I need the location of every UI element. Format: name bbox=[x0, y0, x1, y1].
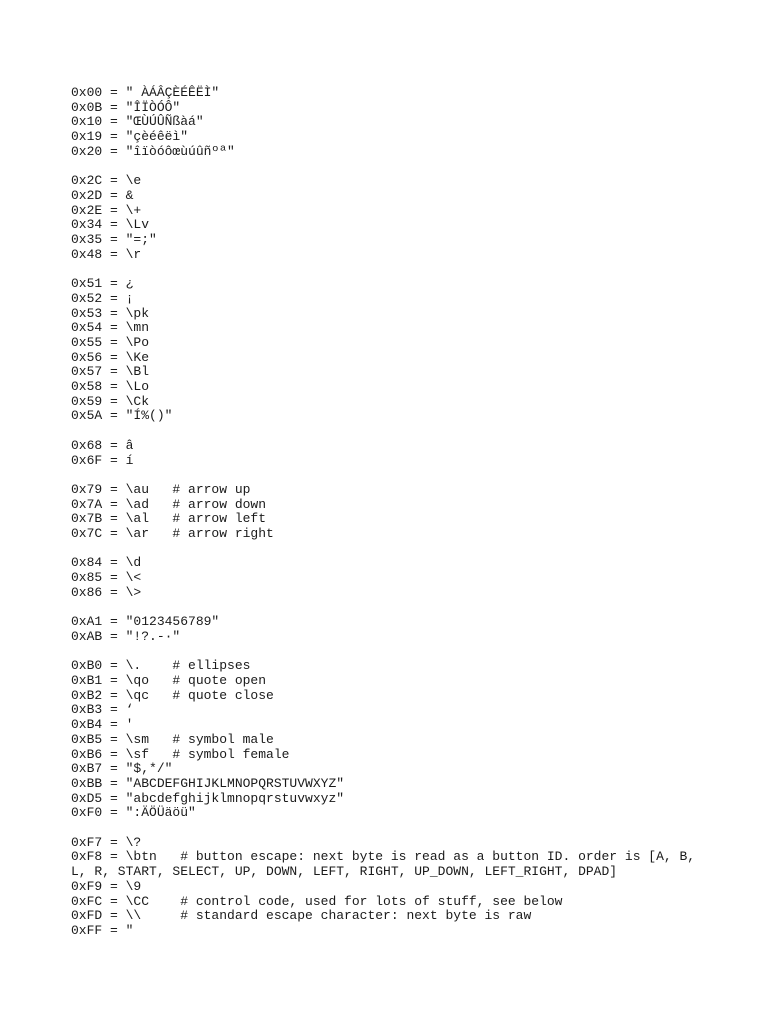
mapping-line: 0xB5 = \sm # symbol male bbox=[71, 731, 274, 747]
mapping-line: 0x0B = "ÎÏÒÓÔ" bbox=[71, 99, 181, 115]
mapping-line: 0x54 = \mn bbox=[71, 320, 150, 336]
mapping-line: 0x84 = \d bbox=[71, 555, 142, 571]
mapping-line: 0x58 = \Lo bbox=[71, 379, 150, 395]
mapping-line: 0x51 = ¿ bbox=[71, 276, 134, 292]
mapping-line: 0xB0 = \. # ellipses bbox=[71, 658, 251, 674]
mapping-line: 0xF0 = ":ÄÖÜäöü" bbox=[71, 805, 196, 821]
group-control-codes bbox=[71, 836, 711, 939]
mapping-line: 0x59 = \Ck bbox=[71, 393, 150, 409]
mapping-line: 0x7B = \al # arrow left bbox=[71, 511, 267, 527]
mapping-line: 0x7C = \ar # arrow right bbox=[71, 526, 274, 542]
group-escapes-2 bbox=[71, 277, 711, 424]
mapping-line: 0x52 = ¡ bbox=[71, 290, 134, 306]
mapping-line: 0x20 = "îïòóôœùúûñºª" bbox=[71, 143, 235, 159]
mapping-line: 0x2E = \+ bbox=[71, 202, 142, 218]
mapping-line: 0x68 = â bbox=[71, 437, 134, 453]
mapping-line: 0xFD = \\ # standard escape character: next byte is raw bbox=[71, 908, 532, 924]
mapping-line: 0x56 = \Ke bbox=[71, 349, 150, 365]
mapping-line: 0x57 = \Bl bbox=[71, 364, 150, 380]
group-escapes-1 bbox=[71, 174, 711, 262]
mapping-line: 0xB6 = \sf # symbol female bbox=[71, 746, 290, 762]
mapping-line: 0x2D = & bbox=[71, 187, 134, 203]
mapping-line: 0x00 = " ÀÁÂÇÈÉÊËÌ" bbox=[71, 85, 220, 100]
mapping-line: 0x6F = í bbox=[71, 452, 134, 468]
group-escapes-3 bbox=[71, 556, 711, 600]
mapping-line: 0xB3 = ‘ bbox=[71, 702, 134, 718]
mapping-line: 0xB7 = "$,*/" bbox=[71, 761, 173, 777]
mapping-line: 0x10 = "ŒÙÚÛÑßàá" bbox=[71, 114, 204, 130]
mapping-line: 0xA1 = "0123456789" bbox=[71, 614, 220, 630]
mapping-line: 0x7A = \ad # arrow down bbox=[71, 496, 267, 512]
mapping-line: 0xD5 = "abcdefghijklmnopqrstuvwxyz" bbox=[71, 790, 345, 806]
group-symbols-letters bbox=[71, 659, 711, 821]
mapping-line: 0xBB = "ABCDEFGHIJKLMNOPQRSTUVWXYZ" bbox=[71, 775, 345, 791]
mapping-line: 0xB4 = ' bbox=[71, 717, 134, 733]
charmap-document bbox=[71, 86, 711, 953]
mapping-line: 0xB1 = \qo # quote open bbox=[71, 673, 267, 689]
mapping-line: 0x34 = \Lv bbox=[71, 217, 150, 233]
mapping-line: 0xF7 = \? bbox=[71, 834, 142, 850]
mapping-line: 0xFC = \CC # control code, used for lots of stuff, see below bbox=[71, 893, 563, 909]
mapping-line: 0x2C = \e bbox=[71, 173, 142, 189]
mapping-line: 0x48 = \r bbox=[71, 246, 142, 262]
mapping-line: 0x55 = \Po bbox=[71, 334, 150, 350]
mapping-line: 0x85 = \< bbox=[71, 570, 142, 586]
mapping-line: 0x35 = "=;" bbox=[71, 232, 157, 248]
group-digits-punct bbox=[71, 615, 711, 644]
mapping-line: 0xF9 = \9 bbox=[71, 878, 142, 894]
group-accented-upper bbox=[71, 86, 711, 160]
mapping-line: 0xF8 = \btn # button escape: next byte is read as a button ID. order is [A, B, L, R, START, SELECT, UP, DOWN, LEFT, RIGHT, UP_DOWN, LEFT_RIGHT, DPAD] bbox=[71, 849, 703, 880]
mapping-line: 0x79 = \au # arrow up bbox=[71, 481, 251, 497]
group-accented-lower bbox=[71, 439, 711, 468]
mapping-line: 0xB2 = \qc # quote close bbox=[71, 687, 274, 703]
group-arrows bbox=[71, 483, 711, 542]
mapping-line: 0x5A = "Í%()" bbox=[71, 408, 173, 424]
mapping-line: 0x53 = \pk bbox=[71, 305, 150, 321]
mapping-line: 0xAB = "!?.-·" bbox=[71, 628, 181, 644]
mapping-line: 0xFF = " bbox=[71, 922, 134, 938]
mapping-line: 0x86 = \> bbox=[71, 584, 142, 600]
mapping-line: 0x19 = "çèéêëì" bbox=[71, 129, 189, 145]
